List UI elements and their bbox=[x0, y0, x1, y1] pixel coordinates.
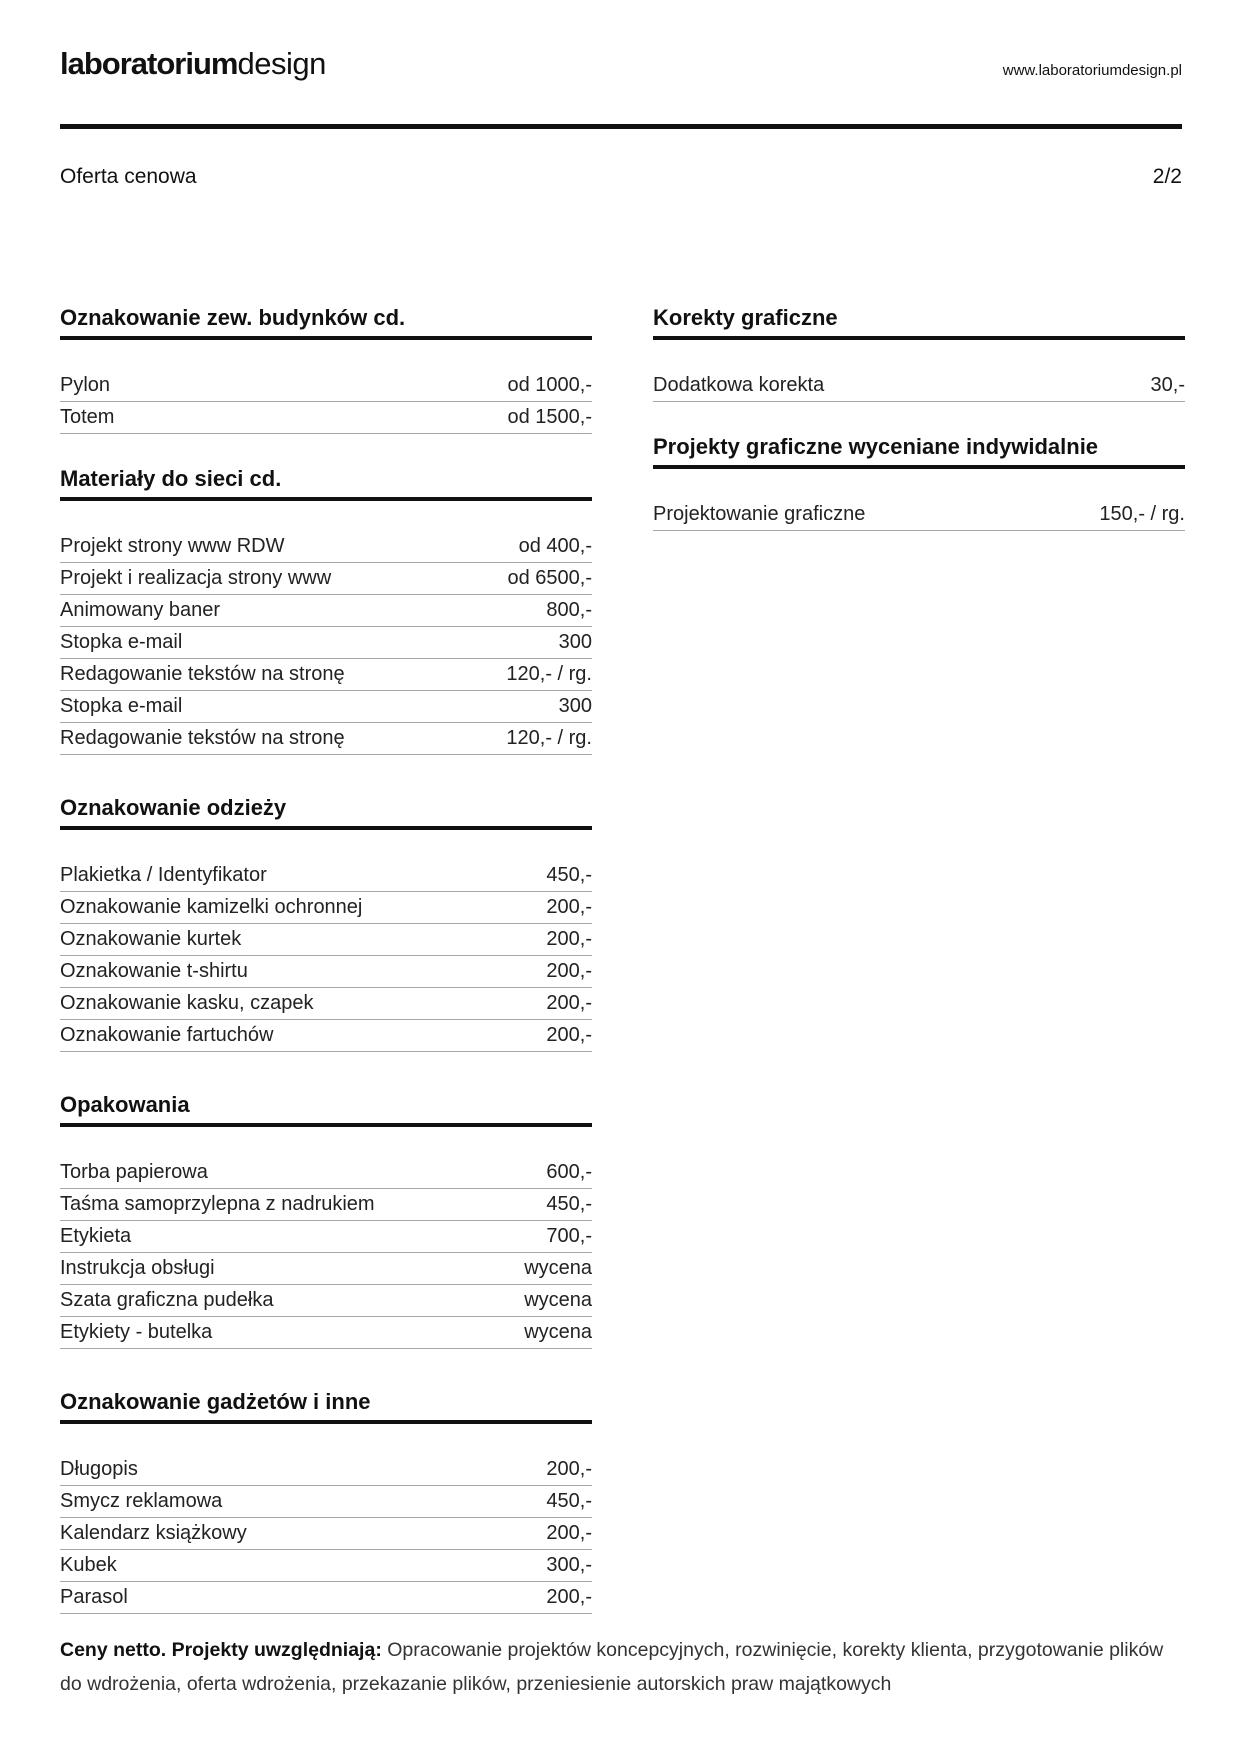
price-section bbox=[60, 466, 592, 755]
item-price: 200,- bbox=[546, 928, 592, 950]
item-price: od 6500,- bbox=[507, 567, 592, 589]
price-row bbox=[60, 627, 592, 659]
item-price: 300 bbox=[558, 695, 592, 717]
price-row bbox=[60, 723, 592, 755]
item-price: wycena bbox=[524, 1289, 592, 1311]
price-row bbox=[60, 892, 592, 924]
item-name: Torba papierowa bbox=[60, 1161, 208, 1183]
item-name: Kalendarz książkowy bbox=[60, 1522, 247, 1544]
item-price: 120,- / rg. bbox=[506, 727, 592, 749]
item-name: Stopka e-mail bbox=[60, 695, 183, 717]
item-name: Kubek bbox=[60, 1554, 117, 1576]
item-price: 200,- bbox=[546, 960, 592, 982]
price-row bbox=[60, 1020, 592, 1052]
left-column bbox=[60, 305, 592, 1640]
price-row bbox=[60, 956, 592, 988]
page-title: Oferta cenowa bbox=[60, 165, 197, 188]
logo-bold: laboratorium bbox=[60, 46, 238, 81]
price-row bbox=[60, 1582, 592, 1614]
price-row bbox=[60, 659, 592, 691]
item-name: Projekt strony www RDW bbox=[60, 535, 285, 557]
price-row bbox=[60, 924, 592, 956]
item-price: od 1500,- bbox=[507, 406, 592, 428]
item-name: Oznakowanie kurtek bbox=[60, 928, 242, 950]
price-row bbox=[653, 370, 1185, 402]
item-name: Długopis bbox=[60, 1458, 138, 1480]
footer-strong: Ceny netto. Projekty uwzględniają: bbox=[60, 1639, 382, 1661]
item-name: Instrukcja obsługi bbox=[60, 1257, 215, 1279]
price-section bbox=[60, 305, 592, 434]
page-number: 2/2 bbox=[1152, 165, 1182, 188]
item-price: 200,- bbox=[546, 1586, 592, 1608]
item-price: 200,- bbox=[546, 992, 592, 1014]
item-name: Oznakowanie t-shirtu bbox=[60, 960, 248, 982]
item-price: wycena bbox=[524, 1257, 592, 1279]
section-title: Oznakowanie zew. budynków cd. bbox=[60, 305, 592, 340]
item-name: Etykieta bbox=[60, 1225, 132, 1247]
item-name: Projektowanie graficzne bbox=[653, 503, 866, 525]
price-row bbox=[653, 499, 1185, 531]
footer-text: Opracowanie projektów koncepcyjnych, rozwinięcie, korekty klienta, przygotowanie plików do wdrożenia, oferta wdrożenia, przekazanie plików, przeniesienie autorskich praw majątkowych bbox=[60, 1639, 1164, 1695]
item-price: 200,- bbox=[546, 1522, 592, 1544]
price-section bbox=[653, 434, 1185, 531]
price-section bbox=[60, 1092, 592, 1349]
item-price: 800,- bbox=[546, 599, 592, 621]
price-row bbox=[60, 1518, 592, 1550]
item-name: Oznakowanie fartuchów bbox=[60, 1024, 274, 1046]
price-row bbox=[60, 1189, 592, 1221]
item-name: Oznakowanie kasku, czapek bbox=[60, 992, 314, 1014]
item-price: wycena bbox=[524, 1321, 592, 1343]
price-row bbox=[60, 1317, 592, 1349]
item-name: Stopka e-mail bbox=[60, 631, 183, 653]
item-name: Szata graficzna pudełka bbox=[60, 1289, 274, 1311]
logo-light: design bbox=[237, 46, 326, 81]
price-section bbox=[60, 795, 592, 1052]
price-row bbox=[60, 691, 592, 723]
item-price: 450,- bbox=[546, 1193, 592, 1215]
item-price: od 400,- bbox=[518, 535, 592, 557]
price-section bbox=[653, 305, 1185, 402]
item-price: 300,- bbox=[546, 1554, 592, 1576]
item-name: Projekt i realizacja strony www bbox=[60, 567, 332, 589]
price-section bbox=[60, 1389, 592, 1614]
price-row bbox=[60, 1550, 592, 1582]
website-link[interactable]: www.laboratoriumdesign.pl bbox=[1002, 62, 1182, 79]
item-name: Oznakowanie kamizelki ochronnej bbox=[60, 896, 363, 918]
price-row bbox=[60, 402, 592, 434]
item-name: Totem bbox=[60, 406, 115, 428]
item-price: 300 bbox=[558, 631, 592, 653]
item-price: 700,- bbox=[546, 1225, 592, 1247]
section-title: Materiały do sieci cd. bbox=[60, 466, 592, 501]
item-price: 450,- bbox=[546, 864, 592, 886]
section-title: Oznakowanie gadżetów i inne bbox=[60, 1389, 592, 1424]
item-price: 150,- / rg. bbox=[1099, 503, 1185, 525]
item-name: Etykiety - butelka bbox=[60, 1321, 213, 1343]
price-row bbox=[60, 1454, 592, 1486]
price-row bbox=[60, 1253, 592, 1285]
section-title: Oznakowanie odzieży bbox=[60, 795, 592, 830]
item-price: 200,- bbox=[546, 1024, 592, 1046]
item-name: Redagowanie tekstów na stronę bbox=[60, 663, 345, 685]
item-name: Parasol bbox=[60, 1586, 128, 1608]
footer-note bbox=[60, 1633, 1190, 1701]
item-price: od 1000,- bbox=[507, 374, 592, 396]
price-row bbox=[60, 860, 592, 892]
item-price: 30,- bbox=[1150, 374, 1185, 396]
price-row bbox=[60, 595, 592, 627]
item-name: Plakietka / Identyfikator bbox=[60, 864, 267, 886]
logo bbox=[60, 46, 326, 82]
item-name: Smycz reklamowa bbox=[60, 1490, 223, 1512]
price-row bbox=[60, 531, 592, 563]
item-price: 600,- bbox=[546, 1161, 592, 1183]
item-price: 200,- bbox=[546, 896, 592, 918]
item-price: 200,- bbox=[546, 1458, 592, 1480]
price-row bbox=[60, 988, 592, 1020]
price-row bbox=[60, 1221, 592, 1253]
item-name: Animowany baner bbox=[60, 599, 221, 621]
item-name: Redagowanie tekstów na stronę bbox=[60, 727, 345, 749]
right-column bbox=[653, 305, 1185, 557]
item-name: Dodatkowa korekta bbox=[653, 374, 825, 396]
price-row bbox=[60, 1486, 592, 1518]
price-row bbox=[60, 563, 592, 595]
section-title: Korekty graficzne bbox=[653, 305, 1185, 340]
item-price: 450,- bbox=[546, 1490, 592, 1512]
section-title: Opakowania bbox=[60, 1092, 592, 1127]
item-price: 120,- / rg. bbox=[506, 663, 592, 685]
section-title: Projekty graficzne wyceniane indywidalnie bbox=[653, 434, 1185, 469]
item-name: Pylon bbox=[60, 374, 111, 396]
item-name: Taśma samoprzylepna z nadrukiem bbox=[60, 1193, 375, 1215]
price-row bbox=[60, 1285, 592, 1317]
header-divider bbox=[60, 124, 1182, 129]
price-row bbox=[60, 1157, 592, 1189]
price-row bbox=[60, 370, 592, 402]
